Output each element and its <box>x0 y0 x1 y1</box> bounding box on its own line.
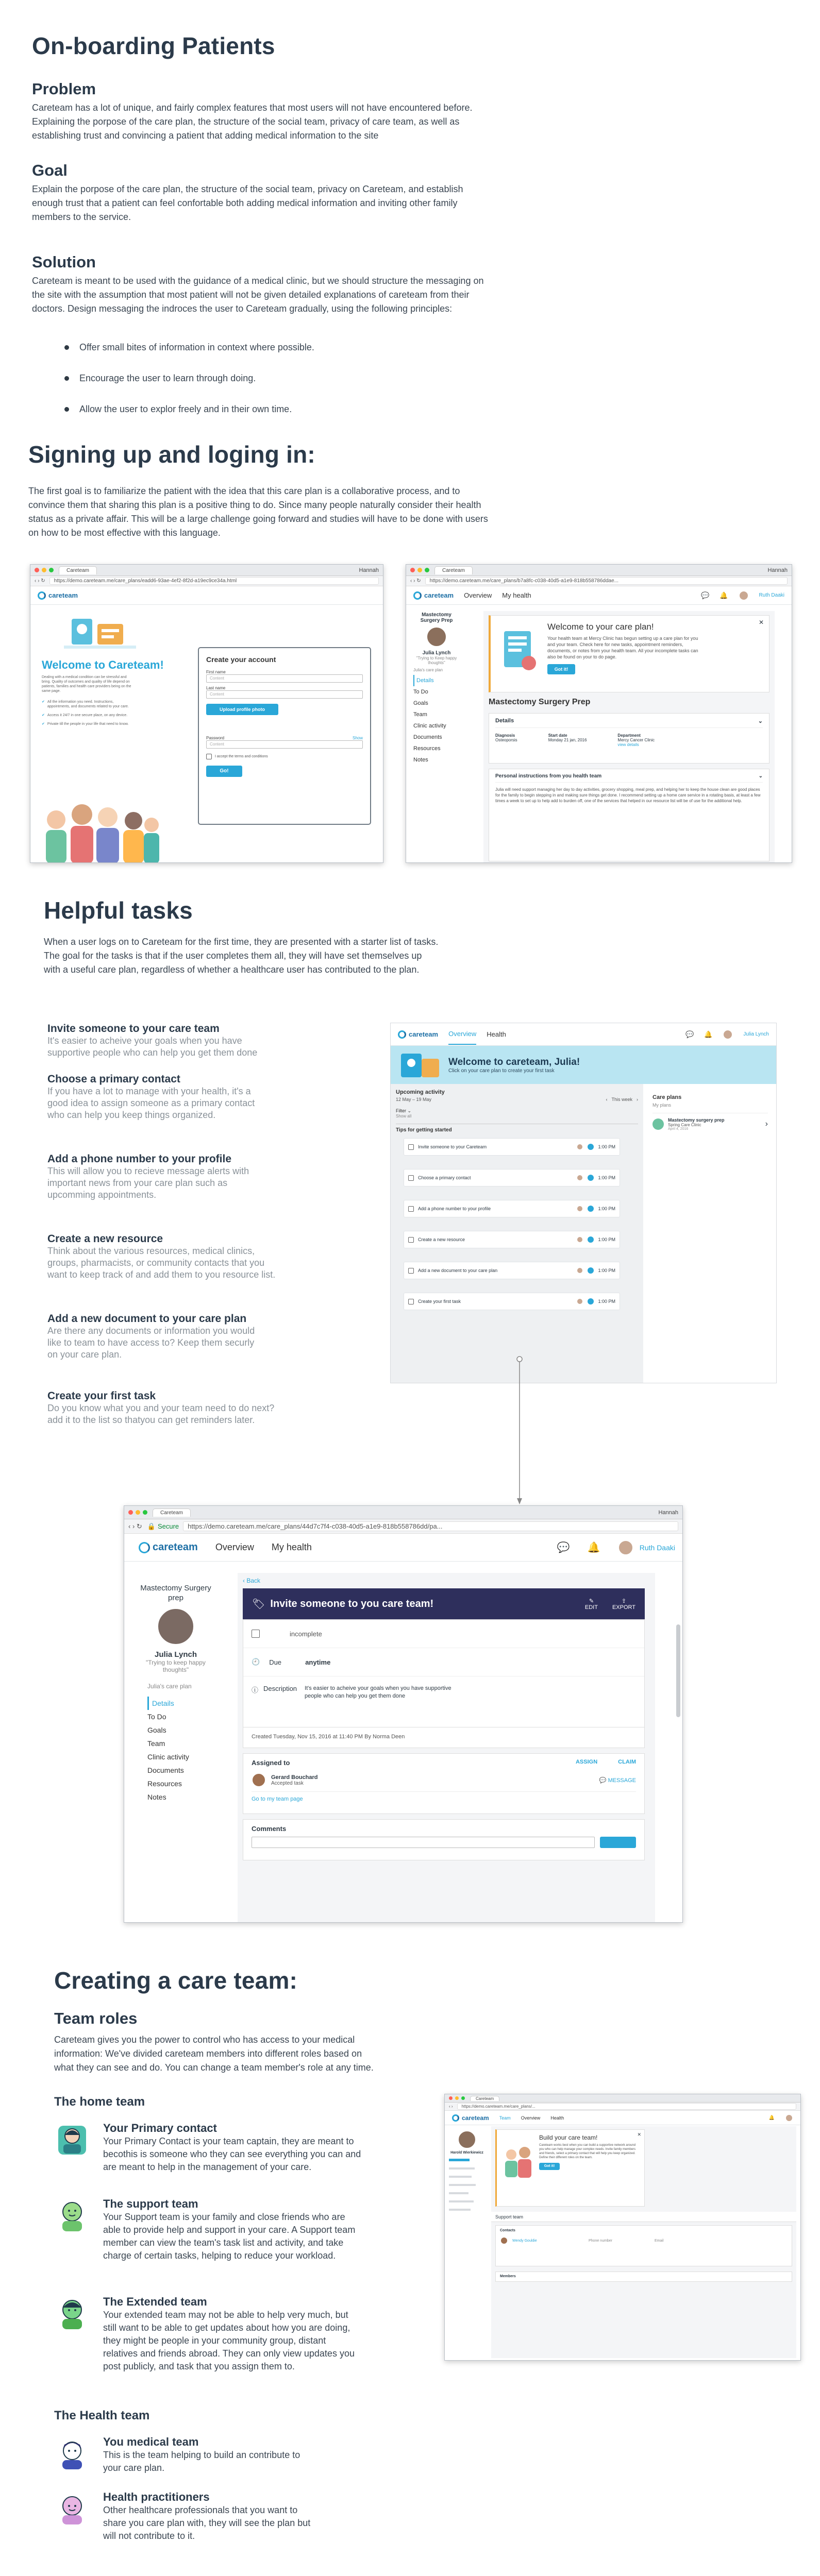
assignee-name: Gerard Bouchard <box>271 1774 318 1781</box>
tasks-title: Helpful tasks <box>44 897 193 924</box>
check-icon: ✔ <box>42 714 45 717</box>
chat-icon[interactable]: 💬 <box>701 591 710 599</box>
email-label: Email <box>655 2239 664 2243</box>
edit-button[interactable]: ✎ EDIT <box>584 1598 598 1611</box>
task-header <box>243 1588 645 1619</box>
sidebar-item-team[interactable]: Team <box>413 711 427 718</box>
modal-title: Build your care team! <box>539 2134 598 2141</box>
patient-name: Harold Wierkiewicz <box>450 2151 483 2155</box>
sidebar-item-todo[interactable]: To Do <box>147 1713 166 1721</box>
export-icon: ⇪ <box>621 1598 627 1604</box>
task-item: Invite someone to your care team It's easier to acheive your goals when you have supportive people who can help you get them done <box>47 1023 258 1058</box>
task-body: incomplete 🕘 Due anytime ⓘ Description It's easier to acheive your goals when you have supportive people who can help you get them done <box>243 1619 645 1727</box>
browser-titlebar <box>30 565 383 576</box>
browser-titlebar <box>124 1506 682 1519</box>
last-name-field[interactable]: Content <box>206 690 363 699</box>
careteam-logo[interactable]: careteam <box>452 2114 489 2122</box>
chevron-down-icon[interactable]: ⌄ <box>758 718 763 724</box>
address-bar[interactable]: ‹ › ↻ 🔒 Secure https://demo.careteam.me/care_plans/44d7c7f4-c038-40d5-a1e9-818b558786dd/pa... <box>124 1519 682 1534</box>
logo-icon <box>413 591 422 600</box>
overview-screen <box>390 1023 777 1383</box>
support-team-heading: Support team <box>491 2212 796 2222</box>
chevron-right-icon: › <box>765 1120 768 1128</box>
careteam-logo[interactable]: careteam <box>38 591 78 600</box>
week-label: This week <box>611 1097 632 1102</box>
problem-heading: Problem <box>32 80 96 98</box>
main-content <box>238 1573 655 1923</box>
patient-avatar <box>157 1608 194 1645</box>
account-menu[interactable]: Ruth Daaki <box>639 1543 675 1552</box>
phone-label: Phone number <box>589 2239 612 2243</box>
assignee-avatar <box>252 1773 266 1787</box>
app-header <box>30 586 383 605</box>
last-name-label: Last name <box>206 686 226 690</box>
export-button[interactable]: ⇪ EXPORT <box>612 1598 635 1611</box>
nav-overview[interactable]: Overview <box>215 1542 254 1552</box>
info-icon: ⓘ <box>252 1686 259 1694</box>
chat-icon[interactable]: 💬 <box>685 1030 694 1038</box>
address-bar[interactable]: ‹ › ↻ https://demo.careteam.me/care_plans/eadd6-93ae-4ef2-8f2d-a19ec9ce34a.html <box>30 576 383 586</box>
sidebar-item-resources[interactable]: Resources <box>147 1780 182 1788</box>
sidebar-item-goals[interactable]: Goals <box>413 700 428 706</box>
app-header <box>124 1534 682 1562</box>
avatar <box>576 1205 583 1212</box>
clock-icon: 🕘 <box>252 1658 260 1666</box>
role-primary-contact: Your Primary contact Your Primary Contact is your team captain, they are meant to becothis is someone who they can see everything you can and are meant to help in the management of your care. <box>103 2122 361 2172</box>
nav-my-health[interactable]: My health <box>271 1542 312 1552</box>
support-team-icon <box>54 2197 90 2233</box>
instructions-text: Julia will need support managing her day to day activities, grocery shopping, meal prep, and helping her to keep the house clean are good places for the family to begin stepping in and making sure things get done. I recommend setting up a home care service in a rotating basis, at least a few times a week to set up to help add to burden off, one of the services that helped in our resource list will be of use for the additional help. <box>495 787 761 803</box>
careteam-logo[interactable]: careteam <box>139 1541 198 1553</box>
tag-icon: 🏷 <box>252 1598 265 1610</box>
sidebar-item-documents[interactable]: Documents <box>413 734 442 740</box>
instructions-heading: Personal instructions from you health team <box>495 773 602 779</box>
table-row[interactable] <box>500 2236 788 2245</box>
modal-text: Careteam works best when you can build a supportive network around you who can help manage your complex needs. Invite family members and friends, select a primary contact that will help you keep organized. Define their different roles on the team. <box>539 2144 636 2159</box>
care-plan-illustration-icon <box>498 627 539 673</box>
due-value: anytime <box>305 1658 331 1666</box>
benefits-list <box>42 700 129 726</box>
main-content <box>483 611 775 862</box>
welcome-banner <box>391 1046 776 1084</box>
sidebar-item-goals[interactable]: Goals <box>147 1726 166 1734</box>
browser-titlebar <box>445 2094 800 2103</box>
goal-text: Explain the porpose of the care plan, the structure of the social team, privacy on Careteam, and establish enough trust that a patient can feel confortable both adding medical information and inviting other family members to the service. <box>32 184 463 222</box>
comments-heading: Comments <box>252 1825 287 1833</box>
solution-text: Careteam is meant to be used with the guidance of a medical clinic, but we should structure the messaging on the site with the assumption that most patient will not be given detailed explanations of careteam from their doctors. Design messaging the indroces the user to Careteam gradually, using the following principles: <box>32 276 484 314</box>
careteam-badge-icon <box>588 1298 594 1304</box>
avatar <box>500 2236 508 2245</box>
logo-icon <box>139 1542 150 1553</box>
got-it-button[interactable]: Got it! <box>539 2163 560 2170</box>
app-header <box>406 586 792 605</box>
task-item: Add a phone number to your profile This will allow you to recieve message alerts with important news from your care plan such as upcomming appointments. <box>47 1153 249 1200</box>
tip-row[interactable]: Create your first task 1:00 PM <box>404 1293 620 1310</box>
sidebar-item-clinic[interactable]: Clinic activity <box>147 1753 189 1761</box>
back-link[interactable]: ‹ Back <box>243 1577 261 1584</box>
role-extended-team: The Extended team Your extended team may not be able to help very much, but still want to be able to get updates about how you are doing, they might be people in your community group, distant relatives and friends abroad. They can only view updates you post publicly, and task that you assign them to. <box>103 2295 355 2371</box>
patient-name: Julia Lynch <box>155 1650 197 1659</box>
health-team-heading: The Health team <box>54 2409 150 2422</box>
task-checkbox[interactable] <box>408 1206 414 1212</box>
go-button[interactable]: Go! <box>206 766 242 777</box>
tip-row[interactable]: Add a new document to your care plan 1:00 PM <box>404 1262 620 1279</box>
people-illustration-icon <box>41 799 159 863</box>
welcome-modal <box>489 615 769 692</box>
plan-title: Mastectomy Surgery Prep <box>420 612 453 623</box>
browser-titlebar <box>406 565 792 576</box>
list-item: Encourage the user to learn through doing. <box>64 371 314 385</box>
details-heading: Details <box>495 718 514 724</box>
task-checkbox[interactable] <box>408 1237 414 1243</box>
browser-user: Hannah <box>767 567 788 573</box>
comments-card <box>243 1819 645 1860</box>
tip-row[interactable]: Choose a primary contact 1:00 PM <box>404 1169 620 1187</box>
main-content <box>491 2126 796 2358</box>
sidebar-item-resources[interactable]: Resources <box>413 745 441 752</box>
build-team-screen <box>444 2094 801 2361</box>
task-checkbox[interactable] <box>408 1268 414 1274</box>
sidebar-item-documents[interactable]: Documents <box>147 1766 184 1774</box>
plan-label: Julia's care plan <box>147 1683 192 1690</box>
avatar[interactable] <box>739 590 749 601</box>
welcome-illustration-icon <box>61 614 139 655</box>
problem-text: Careteam has a lot of unique, and fairly complex features that most users will not have encountered before. Explaining the porpose of the care plan, the structure of the social team, privacy of care team, as well as establishing trust and convincing a patient that adding medical information to the site <box>32 103 473 141</box>
modal-title: Welcome to your care plan! <box>547 622 654 632</box>
task-status: incomplete <box>290 1630 322 1638</box>
sidebar-item-details[interactable]: Details <box>413 675 446 686</box>
assignee-status: Accepted task <box>271 1780 304 1786</box>
patient-card <box>413 612 460 665</box>
task-title: Invite someone to you care team! <box>270 1598 434 1609</box>
task-checkbox[interactable] <box>408 1175 414 1181</box>
team-page-link[interactable]: Go to my team page <box>252 1796 303 1802</box>
banner-illustration-icon <box>396 1049 442 1080</box>
account-menu[interactable]: Julia Lynch <box>743 1031 769 1037</box>
tip-row[interactable]: Invite someone to your Careteam 1:00 PM <box>404 1138 620 1156</box>
browser-user: Hannah <box>359 567 379 573</box>
task-checkbox[interactable] <box>408 1144 414 1150</box>
team-illustration-icon <box>501 2141 535 2182</box>
banner-subtitle: Click on your care plan to create your first task <box>448 1067 555 1074</box>
browser-tab[interactable]: Careteam <box>434 566 473 574</box>
sidebar <box>147 1680 192 1804</box>
build-team-modal <box>495 2129 645 2207</box>
roles-text: Careteam gives you the power to control who has access to your medical information: We've divided careteam members into different roles based on what they can see and do. You can change a team member's role at any time. <box>54 2035 374 2073</box>
address-bar[interactable]: ‹ › https://demo.careteam.me/care_plans/... <box>445 2103 800 2111</box>
check-icon: ✔ <box>42 700 45 704</box>
goal-heading: Goal <box>32 161 68 179</box>
nav-overview[interactable]: Overview <box>448 1024 476 1045</box>
chevron-right-icon[interactable]: › <box>637 1097 638 1102</box>
create-account-form <box>198 647 371 825</box>
avatar <box>576 1143 583 1150</box>
sidebar-item-team[interactable]: Team <box>147 1739 165 1748</box>
first-name-label: First name <box>206 670 226 674</box>
browser-user: Hannah <box>658 1509 678 1516</box>
principles-list <box>64 340 314 416</box>
signup-text: The first goal is to familiarize the patient with the idea that this care plan is a collaborative process, and to convince them that sharing this plan is a positive thing to do. Since many people naturally consider their health status as a private affair. This will be a large challenge going forward and studies will have to be done with users on how to be most effective with this language. <box>28 486 488 538</box>
avatar[interactable] <box>785 2114 793 2122</box>
solution-heading: Solution <box>32 253 96 271</box>
message-button[interactable]: 💬 MESSAGE <box>599 1777 636 1784</box>
bell-icon[interactable]: 🔔 <box>587 1542 600 1553</box>
show-password-link[interactable]: Show <box>352 736 363 740</box>
signup-screen <box>30 564 383 863</box>
details-card: Details ⌄ Diagnosis Osteoporsis Start date Monday 21 jan, 2016 Department Mercy Cancer Clinic view details <box>489 713 769 764</box>
upload-photo-button[interactable]: Upload profile photo <box>206 704 278 715</box>
scrollbar[interactable] <box>676 1624 680 1717</box>
careteam-badge-icon <box>588 1206 594 1212</box>
sidebar <box>449 2159 485 2211</box>
check-icon: ✔ <box>42 722 45 726</box>
patient-quote: "Trying to keep happy thoughts" <box>146 1659 206 1673</box>
plan-title: Mastectomy Surgery prep <box>140 1584 211 1602</box>
bell-icon[interactable]: 🔔 <box>704 1030 713 1038</box>
medical-team-icon <box>54 2435 90 2471</box>
secure-icon: 🔒 <box>147 1522 156 1530</box>
task-checkbox[interactable] <box>408 1299 414 1304</box>
password-label: Password <box>206 736 225 740</box>
avatar <box>576 1174 583 1181</box>
chevron-left-icon[interactable]: ‹ <box>606 1097 608 1102</box>
list-item: ✔ All the information you need. Instructions, appointments, and documents related to your care. <box>42 700 129 708</box>
avatar[interactable] <box>723 1029 733 1040</box>
chat-icon[interactable]: 💬 <box>557 1542 570 1553</box>
tips-list <box>404 1138 620 1310</box>
filter-dropdown[interactable]: Filter ⌄ <box>396 1108 412 1113</box>
nav-my-health[interactable]: My health <box>502 591 531 599</box>
avatar <box>576 1236 583 1243</box>
task-detail-screen <box>124 1505 683 1923</box>
instructions-card <box>489 769 769 861</box>
careteam-badge-icon <box>588 1267 594 1274</box>
task-item: Choose a primary contact If you have a lot to manage with your health, it's a good idea to assign someone as a primary contact who can help you keep things organized. <box>47 1073 255 1120</box>
task-created: Created Tuesday, Nov 15, 2016 at 11:40 PM By Norma Deen <box>243 1727 645 1748</box>
careteam-badge-icon <box>588 1144 594 1150</box>
task-item: Create your first task Do you know what you and your team need to do next? add it to the list so thatyou can get reminders later. <box>47 1390 275 1425</box>
upcoming-heading: Upcoming activity <box>396 1089 445 1095</box>
tip-row[interactable]: Create a new resource 1:00 PM <box>404 1231 620 1248</box>
assigned-card <box>243 1753 645 1814</box>
roles-heading: Team roles <box>54 2009 138 2027</box>
form-title: Create your account <box>206 655 276 664</box>
banner-title: Welcome to careteam, Julia! <box>448 1056 580 1067</box>
nav-overview[interactable]: Overview <box>521 2115 541 2121</box>
careteam-logo[interactable]: careteam <box>398 1030 438 1039</box>
sidebar-item-details[interactable]: Details <box>147 1697 192 1710</box>
tips-heading: Tips for getting started <box>396 1127 452 1133</box>
role-medical-team: You medical team This is the team helping to build an contribute to your care plan. <box>103 2435 300 2473</box>
careteam-logo[interactable]: careteam <box>413 591 454 600</box>
role-health-practitioners: Health practitioners Other healthcare professionals that you want to share you care plan with, they will see the plan but will not contribute to it. <box>103 2490 311 2541</box>
app-header <box>445 2111 800 2125</box>
got-it-button[interactable]: Got it! <box>547 664 575 674</box>
home-team-heading: The home team <box>54 2095 145 2109</box>
terms-checkbox[interactable] <box>206 754 212 759</box>
account-menu[interactable]: Ruth Daaki <box>759 592 784 598</box>
page-title: On-boarding Patients <box>32 32 275 59</box>
avatar <box>576 1298 583 1305</box>
logo-icon <box>38 591 46 600</box>
patient-quote: "Trying to Keep happy thoughts" <box>416 656 457 665</box>
patient-card <box>449 2130 485 2155</box>
care-plan-card[interactable]: Mastectomy surgery prep Spring Care Clinic April 4, 2016 › <box>652 1113 768 1131</box>
sidebar-item-todo[interactable]: To Do <box>413 689 428 695</box>
contacts-heading: Contacts <box>500 2229 515 2232</box>
comment-input[interactable] <box>252 1837 595 1848</box>
pencil-icon: ✎ <box>589 1598 594 1604</box>
chevron-down-icon[interactable]: ⌄ <box>758 773 763 779</box>
list-item: Offer small bites of information in context where possible. <box>64 340 314 354</box>
signup-title: Signing up and loging in: <box>28 441 315 468</box>
patient-name: Julia Lynch <box>422 650 451 656</box>
bell-icon[interactable]: 🔔 <box>719 591 728 599</box>
assigned-heading: Assigned to <box>252 1759 290 1767</box>
list-item: ✔ Private till the people in your life that need to know. <box>42 722 129 726</box>
task-item: Create a new resource Think about the various resources, medical clinics, groups, pharmacists, or community contacts that you want to keep track of and add them to you resource list. <box>47 1233 276 1280</box>
careteam-badge-icon <box>588 1175 594 1181</box>
complete-checkbox[interactable] <box>252 1630 260 1638</box>
list-item: ✔ Access it 24/7 in one secure place, on any device. <box>42 714 128 717</box>
address-bar[interactable]: ‹ › ↻ https://demo.careteam.me/care_plans/b7a8fc-c038-40d5-a1e9-818b558786ddae... <box>406 576 792 586</box>
nav-health[interactable]: Health <box>487 1030 506 1038</box>
my-plans-label: My plans <box>652 1103 672 1108</box>
health-practitioner-icon <box>54 2490 90 2527</box>
member-name: Wendy Gouldie <box>512 2239 537 2243</box>
password-field[interactable]: Content <box>206 740 363 749</box>
extended-team-icon <box>54 2295 90 2331</box>
show-all-filter[interactable]: Show all <box>396 1114 412 1118</box>
nav-overview[interactable]: Overview <box>464 591 492 599</box>
browser-tab[interactable]: Careteam <box>153 1509 191 1517</box>
browser-tab[interactable]: Careteam <box>470 2096 499 2101</box>
nav-health[interactable]: Health <box>550 2115 564 2121</box>
plan-icon <box>652 1118 664 1130</box>
plan-label: Julia's care plan <box>413 668 443 672</box>
modal-text: Your health team at Mercy Clinic has begun setting up a care plan for you and your team. Check here for new tasks, appointment reminders, documents, or notes from your health team. All your incomplete tasks can also be found on your to do page. <box>547 636 698 659</box>
close-icon[interactable]: ✕ <box>758 619 764 626</box>
avatar <box>576 1267 583 1274</box>
sidebar-item-notes[interactable]: Notes <box>147 1793 166 1801</box>
members-heading: Members <box>495 2272 792 2282</box>
contacts-card <box>495 2225 792 2266</box>
care-plans-heading: Care plans <box>652 1094 682 1100</box>
careplan-welcome-screen <box>406 564 792 863</box>
patient-avatar <box>426 626 447 647</box>
sidebar <box>413 665 446 766</box>
patient-card <box>135 1583 217 1673</box>
assign-button[interactable]: ASSIGN <box>575 1759 598 1765</box>
close-icon[interactable]: ✕ <box>637 2132 641 2137</box>
first-name-field[interactable]: Content <box>206 674 363 683</box>
careteam-badge-icon <box>588 1236 594 1243</box>
patient-avatar <box>458 2130 476 2149</box>
task-item: Add a new document to your care plan Are there any documents or information you would like to team to have access to? Keep them securly on your care plan. <box>47 1313 255 1360</box>
avatar[interactable] <box>618 1540 633 1555</box>
app-header <box>391 1023 776 1046</box>
team-title: Creating a care team: <box>54 1967 298 1994</box>
primary-contact-icon <box>54 2122 90 2158</box>
terms-label: I accept the terms and conditions <box>215 755 268 758</box>
date-range: 12 May – 19 May <box>396 1097 432 1102</box>
plan-heading: Mastectomy Surgery Prep <box>489 698 591 706</box>
bell-icon[interactable]: 🔔 <box>768 2115 775 2120</box>
post-comment-button[interactable] <box>600 1837 636 1848</box>
logo-icon <box>452 2114 459 2122</box>
sidebar-item-notes[interactable]: Notes <box>413 757 428 763</box>
care-plans-panel <box>648 1090 772 1135</box>
tip-row[interactable]: Add a phone number to your profile 1:00 PM <box>404 1200 620 1217</box>
welcome-blurb: Dealing with a medical condition can be stressful and bring. Quality of outcomes and quality of life depend on patients, families and health care providers being on the same page. <box>42 675 131 693</box>
task-descriptions <box>47 1023 367 1426</box>
sidebar-item-clinic[interactable]: Clinic activity <box>413 723 446 729</box>
browser-tab[interactable]: Careteam <box>59 566 97 574</box>
claim-button[interactable]: CLAIM <box>618 1759 636 1765</box>
view-details-link[interactable]: view details <box>617 742 639 747</box>
nav-team[interactable]: Team <box>499 2115 511 2121</box>
activity-panel <box>391 1084 643 1383</box>
logo-icon <box>398 1030 406 1039</box>
description-value: It's easier to acheive your goals when you have supportive people who can help you get them done <box>305 1685 451 1699</box>
tasks-intro: When a user logs on to Careteam for the first time, they are presented with a starter list of tasks. The goal for the tasks is that if the user completes them all, they will have set themselves up with a useful care plan, regardless of whether a healthcare user has contributed to the plan. <box>44 937 439 975</box>
list-item: Allow the user to explor freely and in their own time. <box>64 402 314 416</box>
welcome-heading: Welcome to Careteam! <box>42 658 164 671</box>
flow-connector-icon <box>516 1356 523 1505</box>
chat-icon: 💬 <box>599 1777 608 1784</box>
role-support-team: The support team Your Support team is your family and close friends who are able to provide help and support in your care. A Support team member can view the team's task list and activity, and take charge of certain tasks, helping to reduce your workload. <box>103 2197 356 2261</box>
